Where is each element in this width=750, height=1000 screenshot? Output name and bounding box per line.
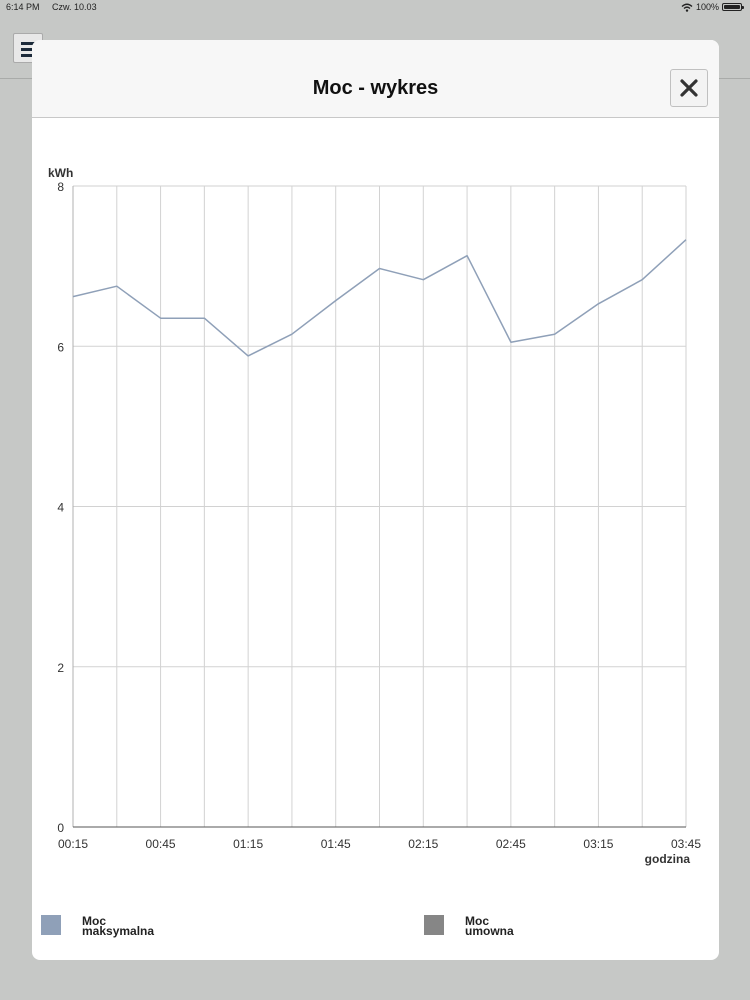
modal-title: Moc - wykres bbox=[312, 77, 439, 99]
legend-label-line: Moc bbox=[465, 914, 489, 928]
battery-percent: 100% bbox=[695, 2, 719, 12]
x-tick-label: 00:15 bbox=[57, 837, 89, 851]
legend-label bbox=[465, 916, 575, 936]
legend-label-line: umowna bbox=[465, 924, 514, 938]
y-tick-label: 8 bbox=[57, 180, 64, 194]
x-tick-label: 00:45 bbox=[145, 837, 176, 851]
x-axis-label: godzina bbox=[644, 852, 690, 866]
chart-grid bbox=[73, 186, 686, 827]
legend-label-line: maksymalna bbox=[82, 924, 155, 938]
legend-label bbox=[82, 916, 192, 936]
line-chart bbox=[32, 40, 719, 910]
status-bar bbox=[0, 0, 750, 14]
legend-swatch bbox=[424, 915, 444, 935]
wifi-icon bbox=[681, 3, 693, 12]
x-tick-label: 02:45 bbox=[495, 837, 526, 851]
y-tick-label: 4 bbox=[57, 500, 64, 515]
legend-swatch bbox=[41, 915, 61, 935]
y-tick-label: 0 bbox=[57, 821, 64, 835]
x-tick-label: 02:15 bbox=[408, 837, 439, 851]
legend-label-line: Moc bbox=[82, 914, 106, 928]
x-tick-label: 01:15 bbox=[233, 837, 264, 851]
battery-icon bbox=[722, 3, 742, 11]
status-time: 6:14 PM bbox=[6, 2, 40, 12]
status-date: Czw. 10.03 bbox=[52, 2, 97, 12]
x-tick-label: 01:45 bbox=[320, 837, 351, 851]
y-tick-label: 6 bbox=[57, 340, 64, 355]
chart-labels bbox=[48, 166, 701, 866]
x-tick-label: 03:45 bbox=[670, 837, 702, 851]
chart-modal bbox=[32, 40, 719, 960]
y-axis-label: kWh bbox=[48, 166, 74, 180]
y-tick-label: 2 bbox=[57, 660, 64, 675]
x-tick-label: 03:15 bbox=[583, 837, 614, 851]
